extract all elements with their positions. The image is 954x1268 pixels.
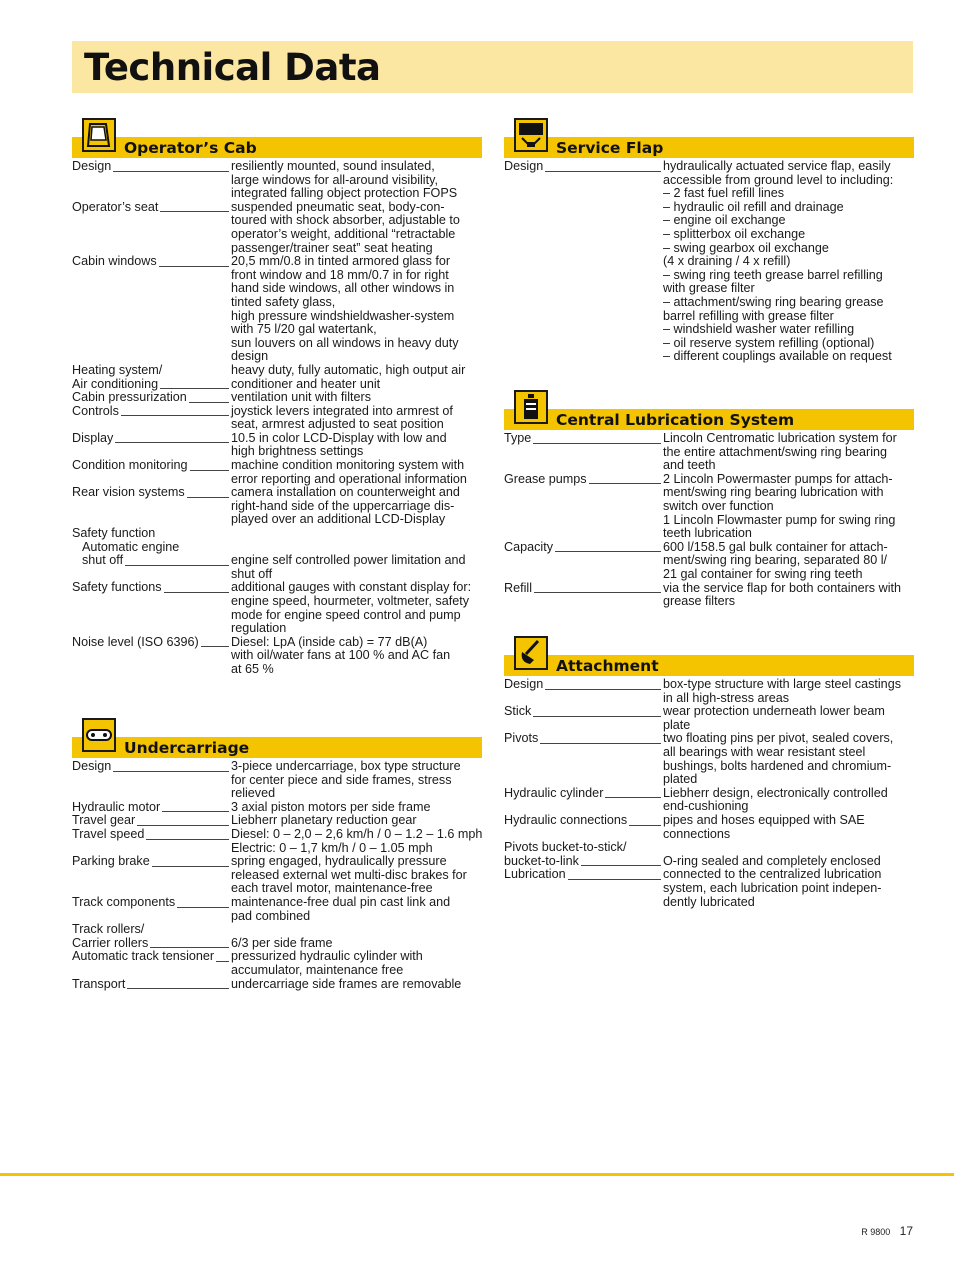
spec-label: Design [72, 759, 112, 773]
spec-label: Transport [72, 976, 126, 991]
spec-row [504, 582, 914, 596]
spec-row [72, 801, 482, 815]
spec-value: tinted safety glass, [231, 294, 336, 309]
leader-line [201, 646, 229, 647]
spec-label: Pivots [504, 731, 539, 746]
spec-row [72, 760, 482, 774]
spec-row [72, 581, 482, 595]
spec-label: Stick [504, 704, 532, 719]
spec-value: resiliently mounted, sound insulated, [231, 159, 435, 173]
spec-value: accessible from ground level to including: [663, 172, 894, 187]
leader-line [190, 470, 229, 471]
spec-value: – hydraulic oil refill and drainage [663, 199, 844, 214]
spec-row [72, 869, 482, 883]
spec-label: Noise level (ISO 6396) [72, 634, 199, 649]
spec-value: 2 Lincoln Powermaster pumps for attach- [663, 471, 893, 486]
spec-row [72, 774, 482, 788]
spec-value: machine condition monitoring system with [231, 458, 465, 473]
spec-value: ventilation unit with filters [231, 390, 371, 405]
spec-value: – windshield washer water refilling [663, 322, 855, 337]
spec-row [504, 882, 914, 896]
spec-row [504, 174, 914, 188]
spec-row [72, 282, 482, 296]
spec-value: wear protection underneath lower beam [663, 704, 885, 719]
spec-row [504, 228, 914, 242]
spec-value: ment/swing ring bearing lubrication with [663, 485, 884, 500]
spec-value: – different couplings available on request [663, 349, 892, 364]
spec-row [72, 622, 482, 636]
spec-value: – oil reserve system refilling (optional) [663, 335, 875, 350]
spec-row [72, 541, 482, 555]
spec-value: high brightness settings [231, 444, 364, 459]
spec-row [504, 773, 914, 787]
spec-value: hand side windows, all other windows in [231, 281, 455, 296]
spec-value: sun louvers on all windows in heavy duty [231, 335, 459, 350]
section-service-flap [504, 118, 914, 364]
spec-row [504, 855, 914, 869]
spec-value: pad combined [231, 908, 311, 923]
spec-value: in all high-stress areas [663, 690, 789, 705]
spec-label: Parking brake [72, 854, 150, 869]
spec-label: Track components [72, 894, 176, 909]
spec-label: bucket-to-link [504, 853, 579, 868]
spec-value: two floating pins per pivot, sealed covers, [663, 731, 894, 746]
track-icon [82, 718, 116, 752]
leader-line [115, 442, 229, 443]
grease-gun-icon [514, 390, 548, 424]
spec-row [504, 242, 914, 256]
spec-row [72, 473, 482, 487]
spec-label: Pivots bucket-to-stick/ [504, 840, 627, 855]
spec-value: for center piece and side frames, stress [231, 772, 452, 787]
leader-line [540, 743, 661, 744]
spec-row [72, 228, 482, 242]
spec-value: 3-piece undercarriage, box type structure [231, 759, 461, 773]
leader-line [121, 415, 229, 416]
spec-value: joystick levers integrated into armrest of [231, 403, 453, 418]
spec-value: with oil/water fans at 100 % and AC fan [231, 648, 451, 663]
spec-value: – splitterbox oil exchange [663, 226, 806, 241]
spec-value: regulation [231, 621, 287, 636]
spec-label: Cabin windows [72, 254, 157, 269]
leader-line [187, 497, 229, 498]
spec-value: Diesel: LpA (inside cab) = 77 dB(A) [231, 634, 428, 649]
spec-value: connected to the centralized lubrication [663, 867, 882, 882]
spec-row [504, 350, 914, 364]
spec-row [72, 568, 482, 582]
section-header [504, 118, 914, 158]
leader-line [159, 266, 229, 267]
spec-label: Design [72, 159, 112, 173]
spec-value: relieved [231, 786, 276, 801]
spec-label: Carrier rollers [72, 935, 149, 950]
spec-label: Track rollers/ [72, 922, 145, 937]
spec-row [504, 486, 914, 500]
spec-row [72, 910, 482, 924]
spec-row [72, 527, 482, 541]
spec-row [72, 636, 482, 650]
spec-row [504, 828, 914, 842]
spec-value: bushings, bolts hardened and chromium- [663, 758, 892, 773]
spec-row [504, 323, 914, 337]
spec-value: seat, armrest adjusted to seat position [231, 417, 444, 432]
spec-row [72, 828, 482, 842]
title-bar [72, 41, 913, 93]
spec-row [72, 937, 482, 951]
spec-value: – swing gearbox oil exchange [663, 240, 829, 255]
spec-row [504, 527, 914, 541]
spec-row [504, 255, 914, 269]
spec-value: engine speed, hourmeter, voltmeter, safety [231, 594, 470, 608]
spec-value: with 75 l/20 gal watertank, [231, 322, 377, 337]
footer-rule [0, 1173, 954, 1176]
spec-row [72, 896, 482, 910]
spec-row [504, 787, 914, 801]
section-title: Attachment [556, 657, 659, 675]
leader-line [160, 211, 229, 212]
leader-line [113, 771, 229, 772]
spec-value: mode for engine speed control and pump [231, 607, 461, 622]
spec-value: box-type structure with large steel castings [663, 677, 901, 691]
spec-row [72, 609, 482, 623]
spec-value: connections [663, 826, 731, 841]
spec-row [504, 432, 914, 446]
spec-value: undercarriage side frames are removable [231, 976, 462, 991]
leader-line [589, 483, 661, 484]
leader-line [545, 689, 661, 690]
spec-row [72, 842, 482, 856]
spec-value: switch over function [663, 498, 774, 513]
spec-row [72, 663, 482, 677]
spec-row [504, 160, 914, 174]
spec-value: plate [663, 717, 691, 732]
leader-line [581, 865, 661, 866]
spec-value: spring engaged, hydraulically pressure [231, 854, 447, 869]
spec-row [72, 855, 482, 869]
spec-row [72, 923, 482, 937]
spec-row [72, 787, 482, 801]
spec-row [504, 187, 914, 201]
leader-line [533, 443, 661, 444]
spec-row [72, 964, 482, 978]
spec-value: 600 l/158.5 gal bulk container for attach- [663, 539, 888, 554]
section-attachment [504, 636, 914, 909]
spec-value: system, each lubrication point indepen- [663, 880, 882, 895]
spec-value: with grease filter [663, 281, 755, 296]
spec-row [504, 459, 914, 473]
section-header [72, 118, 482, 158]
page-number: 17 [899, 1224, 913, 1238]
spec-row [504, 568, 914, 582]
spec-row [504, 746, 914, 760]
spec-value: each travel motor, maintenance-free [231, 881, 433, 896]
spec-value: 21 gal container for swing ring teeth [663, 566, 863, 581]
spec-row [504, 514, 914, 528]
spec-row [72, 391, 482, 405]
spec-row [72, 214, 482, 228]
spec-label: Capacity [504, 539, 553, 554]
spec-row [504, 282, 914, 296]
spec-row [72, 500, 482, 514]
leader-line [545, 171, 661, 172]
spec-value: (4 x draining / 4 x refill) [663, 254, 791, 269]
spec-row [72, 445, 482, 459]
spec-row [72, 882, 482, 896]
spec-row [72, 418, 482, 432]
leader-line [177, 907, 229, 908]
spec-value: error reporting and operational information [231, 471, 467, 486]
spec-row [504, 214, 914, 228]
spec-row [72, 513, 482, 527]
spec-row [72, 554, 482, 568]
spec-rows [504, 160, 914, 364]
spec-value: via the service flap for both containers with [663, 580, 902, 595]
leader-line [555, 551, 661, 552]
spec-value: 1 Lincoln Flowmaster pump for swing ring [663, 512, 896, 527]
spec-row [504, 692, 914, 706]
spec-value: – swing ring teeth grease barrel refilling [663, 267, 883, 282]
leader-line [189, 402, 229, 403]
spec-row [72, 378, 482, 392]
spec-label: Cabin pressurization [72, 390, 187, 405]
spec-row [72, 174, 482, 188]
spec-row [72, 160, 482, 174]
leader-line [160, 388, 229, 389]
spec-row [504, 800, 914, 814]
section-title: Central Lubrication System [556, 411, 795, 429]
spec-row [504, 554, 914, 568]
leader-line [568, 879, 661, 880]
spec-label: Safety functions [72, 580, 162, 595]
section-title: Service Flap [556, 139, 664, 157]
spec-label: Grease pumps [504, 471, 587, 486]
spec-value: integrated falling object protection FOPS [231, 186, 458, 201]
page-title: Technical Data [84, 46, 381, 89]
spec-value: played over an additional LCD-Display [231, 512, 446, 527]
spec-value: Liebherr planetary reduction gear [231, 813, 417, 828]
leader-line [605, 797, 661, 798]
spec-label: Controls [72, 403, 119, 418]
spec-row [72, 242, 482, 256]
section-title: Operator’s Cab [124, 139, 257, 157]
service-flap-icon [514, 118, 548, 152]
spec-row [504, 446, 914, 460]
spec-value: Electric: 0 – 1,7 km/h / 0 – 1.05 mph [231, 840, 433, 855]
spec-value: hydraulically actuated service flap, easily [663, 159, 891, 173]
spec-row [72, 269, 482, 283]
spec-value: design [231, 349, 269, 364]
spec-row [72, 595, 482, 609]
spec-value: pressurized hydraulic cylinder with [231, 949, 423, 964]
spec-row [504, 541, 914, 555]
section-header [504, 390, 914, 430]
spec-value: pipes and hoses equipped with SAE [663, 812, 865, 827]
spec-row [504, 337, 914, 351]
spec-label: Operator’s seat [72, 199, 159, 214]
spec-value: barrel refilling with grease filter [663, 308, 834, 323]
section-header [504, 636, 914, 676]
attachment-icon [514, 636, 548, 670]
spec-row [72, 432, 482, 446]
spec-value: accumulator, maintenance free [231, 962, 404, 977]
spec-label: Travel speed [72, 826, 145, 841]
spec-label: Refill [504, 580, 532, 595]
spec-value: at 65 % [231, 661, 274, 676]
spec-row [504, 269, 914, 283]
spec-value: – engine oil exchange [663, 213, 786, 228]
spec-value: – 2 fast fuel refill lines [663, 186, 785, 201]
spec-value: passenger/trainer seat” seat heating [231, 240, 433, 255]
spec-row [504, 814, 914, 828]
spec-value: O-ring sealed and completely enclosed [663, 853, 881, 868]
leader-line [146, 839, 229, 840]
leader-line [125, 565, 229, 566]
spec-value: and teeth [663, 458, 716, 473]
spec-rows [72, 160, 482, 677]
spec-row [72, 950, 482, 964]
spec-label: Type [504, 431, 532, 445]
spec-label: Safety function [72, 526, 156, 541]
spec-row [72, 296, 482, 310]
leader-line [629, 825, 661, 826]
spec-value: Lincoln Centromatic lubrication system for [663, 431, 897, 445]
spec-value: right-hand side of the uppercarriage dis- [231, 498, 455, 513]
spec-value: additional gauges with constant display for: [231, 580, 472, 595]
model-code: R 9800 [861, 1227, 891, 1237]
spec-rows [72, 760, 482, 991]
spec-row [72, 364, 482, 378]
spec-row [504, 296, 914, 310]
page-footer [861, 1224, 913, 1238]
spec-rows [504, 432, 914, 609]
section-undercarriage [72, 718, 482, 991]
spec-row [504, 201, 914, 215]
spec-label: Hydraulic motor [72, 799, 161, 814]
spec-label: Automatic engine [82, 539, 180, 554]
spec-row [72, 337, 482, 351]
spec-value: end-cushioning [663, 799, 749, 814]
spec-value: 6/3 per side frame [231, 935, 333, 950]
leader-line [113, 171, 229, 172]
leader-line [534, 592, 661, 593]
spec-row [504, 760, 914, 774]
spec-value: engine self controlled power limitation and [231, 553, 466, 568]
spec-value: high pressure windshieldwasher-system [231, 308, 455, 323]
spec-label: Travel gear [72, 813, 136, 828]
spec-value: suspended pneumatic seat, body-con- [231, 199, 445, 214]
spec-row [504, 705, 914, 719]
spec-label: Hydraulic cylinder [504, 785, 604, 800]
spec-value: toured with shock absorber, adjustable to [231, 213, 460, 228]
spec-row [72, 649, 482, 663]
spec-value: grease filters [663, 594, 736, 609]
spec-label: Design [504, 159, 544, 173]
leader-line [152, 866, 229, 867]
spec-value: camera installation on counterweight and [231, 485, 460, 500]
spec-value: plated [663, 772, 698, 787]
spec-row [504, 310, 914, 324]
spec-row [72, 255, 482, 269]
spec-label: Heating system/ [72, 362, 163, 377]
leader-line [127, 988, 229, 989]
section-header [72, 718, 482, 758]
spec-label: Design [504, 677, 544, 691]
spec-value: 20,5 mm/0.8 in tinted armored glass for [231, 254, 451, 269]
spec-value: the entire attachment/swing ring bearing [663, 444, 888, 459]
spec-label: Air conditioning [72, 376, 159, 391]
spec-row [504, 473, 914, 487]
spec-value: all bearings with wear resistant steel [663, 744, 866, 759]
cab-icon [82, 118, 116, 152]
spec-row [72, 310, 482, 324]
spec-label: shut off [82, 553, 124, 568]
spec-label: Display [72, 430, 114, 445]
section-operators-cab [72, 118, 482, 677]
leader-line [533, 716, 661, 717]
leader-line [150, 947, 229, 948]
spec-value: ment/swing ring bearing, separated 80 l/ [663, 553, 888, 568]
leader-line [137, 825, 229, 826]
spec-value: large windows for all-around visibility, [231, 172, 438, 187]
spec-value: – attachment/swing ring bearing grease [663, 294, 884, 309]
spec-label: Rear vision systems [72, 485, 185, 500]
spec-value: teeth lubrication [663, 526, 752, 541]
spec-row [72, 323, 482, 337]
spec-row [72, 350, 482, 364]
leader-line [162, 811, 229, 812]
spec-row [72, 459, 482, 473]
spec-row [72, 978, 482, 992]
spec-value: maintenance-free dual pin cast link and [231, 894, 451, 909]
spec-row [72, 201, 482, 215]
spec-row [72, 814, 482, 828]
spec-rows [504, 678, 914, 909]
spec-row [504, 868, 914, 882]
section-title: Undercarriage [124, 739, 250, 757]
spec-label: Automatic track tensioner [72, 949, 215, 964]
spec-value: released external wet multi-disc brakes for [231, 867, 467, 882]
spec-row [504, 595, 914, 609]
spec-value: 10.5 in color LCD-Display with low and [231, 430, 447, 445]
spec-label: Lubrication [504, 867, 566, 882]
spec-value: operator’s weight, additional “retractable [231, 226, 456, 241]
spec-row [504, 896, 914, 910]
leader-line [216, 961, 229, 962]
spec-row [504, 841, 914, 855]
spec-value: dently lubricated [663, 894, 755, 909]
spec-value: Liebherr design, electronically controlled [663, 785, 888, 800]
spec-row [72, 187, 482, 201]
leader-line [164, 592, 229, 593]
spec-label: Condition monitoring [72, 458, 188, 473]
spec-label: Hydraulic connections [504, 812, 628, 827]
spec-row [504, 719, 914, 733]
spec-row [504, 678, 914, 692]
spec-value: shut off [231, 566, 273, 581]
spec-value: 3 axial piston motors per side frame [231, 799, 431, 814]
spec-value: heavy duty, fully automatic, high output air [231, 362, 466, 377]
spec-value: conditioner and heater unit [231, 376, 381, 391]
section-central-lubrication [504, 390, 914, 609]
spec-value: front window and 18 mm/0.7 in for right [231, 267, 449, 282]
spec-row [72, 486, 482, 500]
spec-row [504, 500, 914, 514]
spec-row [72, 405, 482, 419]
spec-value: Diesel: 0 – 2,0 – 2,6 km/h / 0 – 1.2 – 1.6 mph [231, 826, 483, 841]
spec-row [504, 732, 914, 746]
